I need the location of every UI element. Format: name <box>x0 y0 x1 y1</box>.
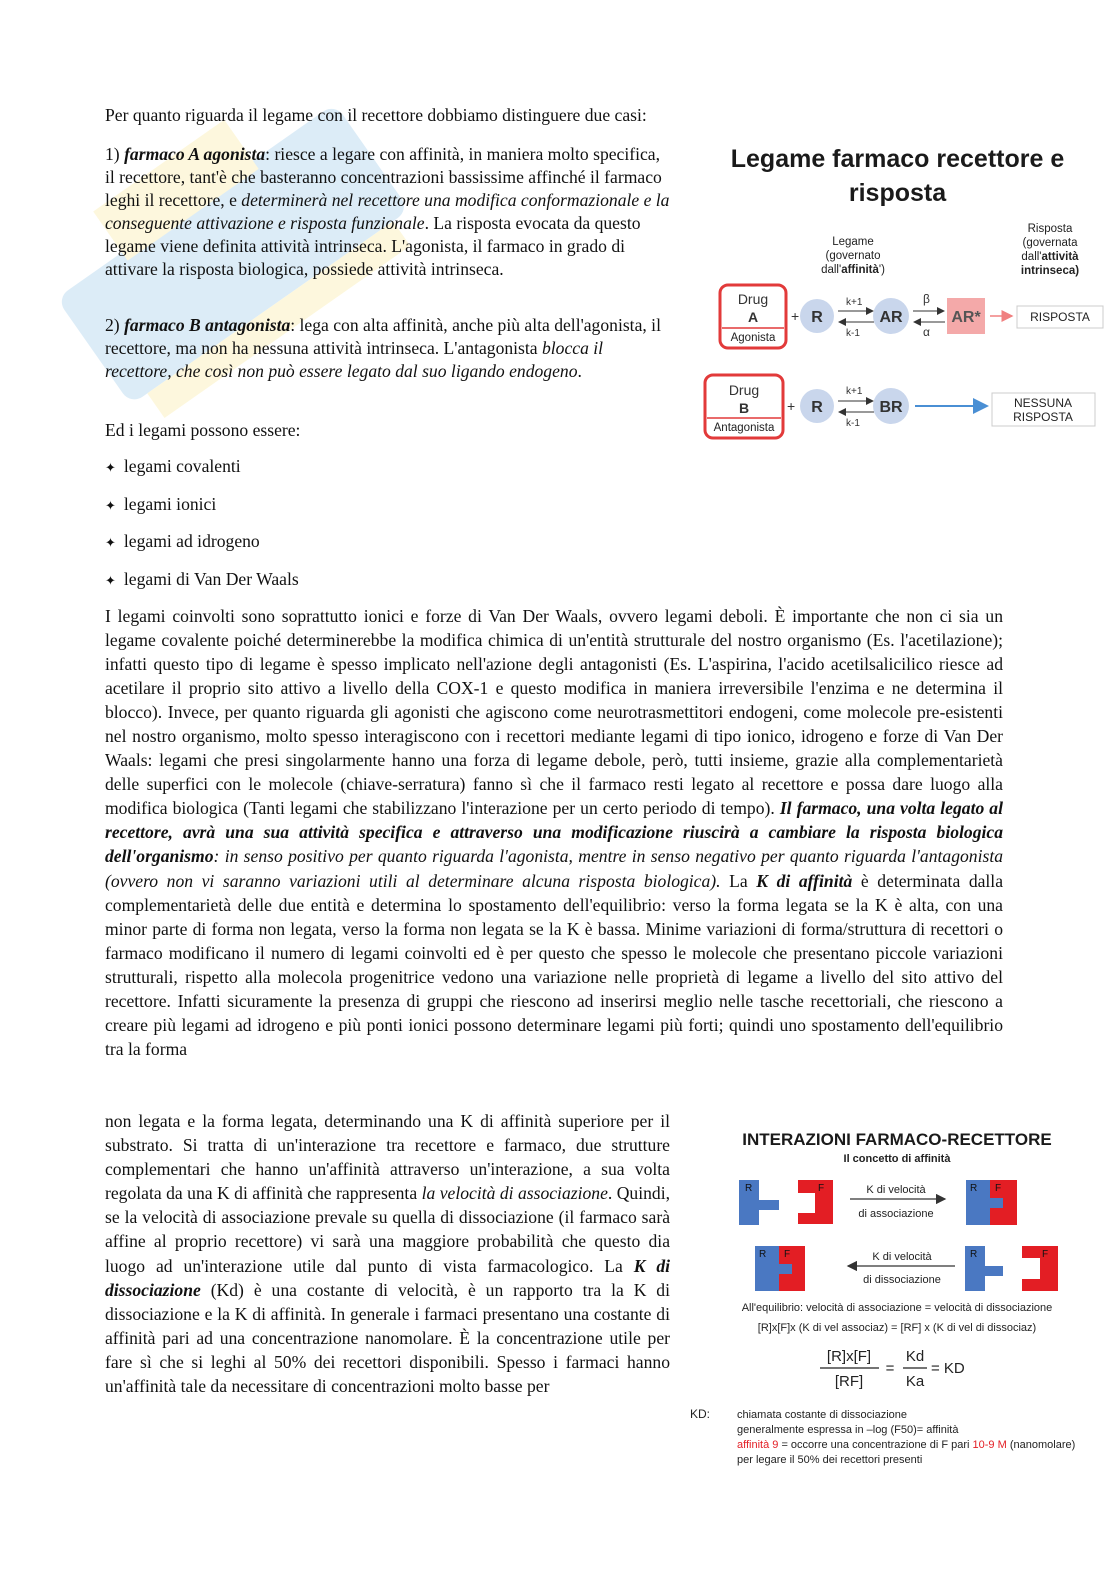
plus-sign: + <box>791 308 800 324</box>
binding-diagram <box>700 140 1110 445</box>
bonds-intro: Ed i legami possono essere: <box>105 420 301 440</box>
antagonista-label: Antagonista <box>713 422 775 434</box>
affinity-diagram <box>685 1120 1110 1475</box>
k-minus-label: k-1 <box>846 328 860 339</box>
figure-title-line1: Legame farmaco recettore e <box>730 145 1065 173</box>
kd-num: Kd <box>905 1348 925 1365</box>
bond-list <box>105 455 299 605</box>
beta-label: β <box>923 292 930 306</box>
drug-b-letter: B <box>738 400 750 416</box>
svg-text:R: R <box>759 1249 767 1260</box>
svg-text:F: F <box>818 1183 825 1194</box>
kd-label: KD: <box>690 1407 711 1421</box>
nessuna-label-1: NESSUNA <box>1013 396 1073 410</box>
figure-affinity <box>685 1120 1110 1475</box>
agonista-label: Agonista <box>730 332 776 344</box>
star-bullet-icon: ✦ <box>105 498 116 514</box>
main-paragraph: I legami coinvolti sono soprattutto ionici e forze di Van Der Waals, ovvero legami deboli. È importante che non ci sia un legame covalente poiché determinerebbe la modifica chimica di un'entità strutturale del nostro organismo (Es. l'acetilazione); infatti questo tipo di legame è spesso implicato nell'azione degli antagonisti (Es. L'aspirina, l'acido acetilsalicilico riesce ad acetilare il proprio sito attivo a livello della COX-1 e questo modifica in maniera irreversibile l'enzima e ne determina il blocco). Invece, per quanto riguarda gli agonisti che agiscono come neurotrasmettitori endogeni, come molecole pre-esistenti nel nostro organismo, molto spesso interagiscono con i recettori mediante legami di tipo ionico, idrogeno e forze di Van Der Waals: legami che presi singolarmente hanno una forza di legame debole, però, tutti insieme, grazie alla complementarietà delle superfici con le molecole (chiave-serratura) fanno sì che il farmaco resti legato al recettore e possa dare luogo alla modifica biologica (Tanti legami che stabilizzano l'interazione per un certo periodo di tempo). Il farmaco, una volta legato al recettore, avrà una sua attività specifica e attraverso una modificazione riuscirà a cambiare la risposta biologica dell'organismo: in senso positivo per quanto riguarda l'agonista, mentre in senso negativo per quanto riguarda l'antagonista (ovvero non vi saranno variazioni utili al determinare alcuna risposta biologica). La K di affinità è determinata dalla complementarietà delle due entità e determina lo spostamento dell'equilibrio: verso la forma legata se la K è alta, con una minor parte di forma non legata, verso la forma non legata se la K è bassa. Minime variazioni di forma/struttura di recettori o farmaco modificano il numero di legami coinvolti ed è per questo che spesso le molecole che presentano piccole variazioni strutturali, rispetto alla molecola progenitrice vedono una variazione nelle proprietà di legame a livello del sito attivo del recettore. Infatti sicuramente la presenza di gruppi che riescono ad inserirsi meglio nelle tasche recettoriali, che riescono a creare più legami ad idrogeno e più ponti ionici possono determinare legami più forti; quindi uno spostamento dell'equilibrio tra la forma <box>105 606 1004 1059</box>
risposta-box-label: RISPOSTA <box>1030 310 1090 324</box>
frac-num: [R]x[F] <box>826 1348 872 1365</box>
dissoc-label-2: di dissociazione <box>863 1274 941 1286</box>
legame-label-3: dall'affinità') <box>821 264 885 276</box>
svg-text:R: R <box>745 1183 753 1194</box>
case-b-paragraph: 2) farmaco B antagonista: lega con alta affinità, anche più alta dell'agonista, il recettore, ma non ha nessuna attività intrinseca. L'antagonista blocca il recettore, che così non può essere legato dal suo ligando endogeno. <box>105 315 661 381</box>
risposta-label-2: (governata <box>1022 237 1078 249</box>
legame-label-2: (governato <box>825 250 881 262</box>
frac-den: [RF] <box>834 1373 864 1390</box>
ar-star-label: AR* <box>951 309 981 326</box>
drug-a-letter: A <box>747 309 759 325</box>
risposta-label-4: intrinseca) <box>1020 265 1080 277</box>
star-bullet-icon: ✦ <box>105 536 116 551</box>
fig2-title: INTERAZIONI FARMACO-RECETTORE <box>742 1130 1052 1149</box>
svg-text:F: F <box>1042 1249 1049 1260</box>
svg-text:F: F <box>995 1183 1002 1194</box>
assoc-label-1: K di velocità <box>866 1184 926 1196</box>
alpha-label: α <box>923 325 930 339</box>
list-item: ✦ legami di Van Der Waals <box>105 568 299 606</box>
complex-shape-2 <box>755 1246 805 1291</box>
star-bullet-icon: ✦ <box>105 573 116 589</box>
k-plus-label-2: k+1 <box>846 386 863 397</box>
receptor-shape-2 <box>965 1246 1003 1291</box>
list-item: ✦ legami covalenti <box>105 455 299 493</box>
assoc-label-2: di associazione <box>858 1208 934 1220</box>
svg-text:R: R <box>970 1183 978 1194</box>
drug-b-label: Drug <box>728 382 760 398</box>
k-plus-label: k+1 <box>846 297 863 308</box>
svg-text:R: R <box>970 1249 978 1260</box>
note-line-1: chiamata costante di dissociazione <box>737 1409 907 1421</box>
receptor-label-2: R <box>811 399 823 416</box>
ar-label: AR <box>879 309 903 326</box>
intro-text: Per quanto riguarda il legame con il recettore dobbiamo distinguere due casi: <box>105 105 647 125</box>
fig2-subtitle: Il concetto di affinità <box>843 1153 951 1165</box>
br-label: BR <box>879 399 903 416</box>
risposta-label-1: Risposta <box>1027 223 1073 235</box>
legame-label-1: Legame <box>832 236 874 248</box>
drug-shape-1 <box>798 1180 833 1224</box>
note-line-2: generalmente espressa in –log (F50)= affinità <box>737 1424 959 1436</box>
drug-shape-2 <box>1022 1246 1058 1291</box>
svg-text:F: F <box>784 1249 791 1260</box>
equilibrium-line: All'equilibrio: velocità di associazione = velocità di dissociazione <box>741 1302 1053 1314</box>
note-line-4: per legare il 50% dei recettori presenti <box>737 1454 923 1466</box>
nessuna-label-2: RISPOSTA <box>1013 410 1073 424</box>
plus-sign-2: + <box>787 398 796 414</box>
list-item: ✦ legami ad idrogeno <box>105 530 299 568</box>
drug-a-label: Drug <box>737 291 769 307</box>
star-bullet-icon: ✦ <box>105 461 116 476</box>
equals-sign: = <box>885 1360 895 1377</box>
case-a-title: farmaco A agonista <box>124 144 266 164</box>
note-line-3: affinità 9 = occorre una concentrazione di F pari 10-9 M (nanomolare) <box>737 1439 1076 1451</box>
receptor-label: R <box>811 309 823 326</box>
list-item: ✦ legami ionici <box>105 493 299 531</box>
bottom-paragraph: non legata e la forma legata, determinando una K di affinità superiore per il substrato. Si tratta di un'interazione tra recettore e farmaco, due strutture complementari che hanno un'affinità attraverso un'interazione, a sua volta regolata da una K di affinità che rappresenta la velocità di associazione. Quindi, se la velocità di associazione prevale su quella di dissociazione (il farmaco sarà affine al proprio recettore) vi sarà una maggiore probabilità che questo dia luogo ad un'interazione utile dal punto di vista farmacologico. La K di dissociazione (Kd) è una costante di velocità, è un rapporto tra la K di dissociazione e la K di affinità. In generale i farmaci presentano una costante di affinità pari ad una concentrazione nanomolare. È la concentrazione utile per fare sì che si leghi al 50% dei recettori disponibili. Spesso i farmaci hanno un'affinità tale da necessitare di concentrazioni molto basse per <box>105 1111 671 1397</box>
kd-equals: = KD <box>931 1360 965 1377</box>
receptor-shape-1 <box>739 1180 779 1225</box>
figure-title-line2: risposta <box>848 179 947 207</box>
ka-den: Ka <box>905 1373 925 1390</box>
case-a-paragraph: 1) farmaco A agonista: riesce a legare con affinità, in maniera molto specifica, il recettore, tant'è che basteranno concentrazioni bassissime affinché il farmaco leghi il recettore, e determinerà nel recettore una modifica conformazionale e la conseguente attivazione e risposta funzionale. La risposta evocata da questo legame viene definita attività intrinseca. L'agonista, il farmaco in grado di attivare la risposta biologica, possiede attività intrinseca. <box>105 144 670 279</box>
dissoc-label-1: K di velocità <box>872 1251 932 1263</box>
equilibrium-line-2: [R]x[F]x (K di vel associaz) = [RF] x (K di vel di dissociaz) <box>757 1322 1037 1334</box>
figure-binding-response <box>700 140 1110 445</box>
risposta-label-3: dall'attività <box>1021 251 1079 263</box>
complex-shape-1 <box>966 1180 1017 1225</box>
case-b-title: farmaco B antagonista <box>124 315 291 335</box>
k-minus-label-2: k-1 <box>846 418 860 429</box>
